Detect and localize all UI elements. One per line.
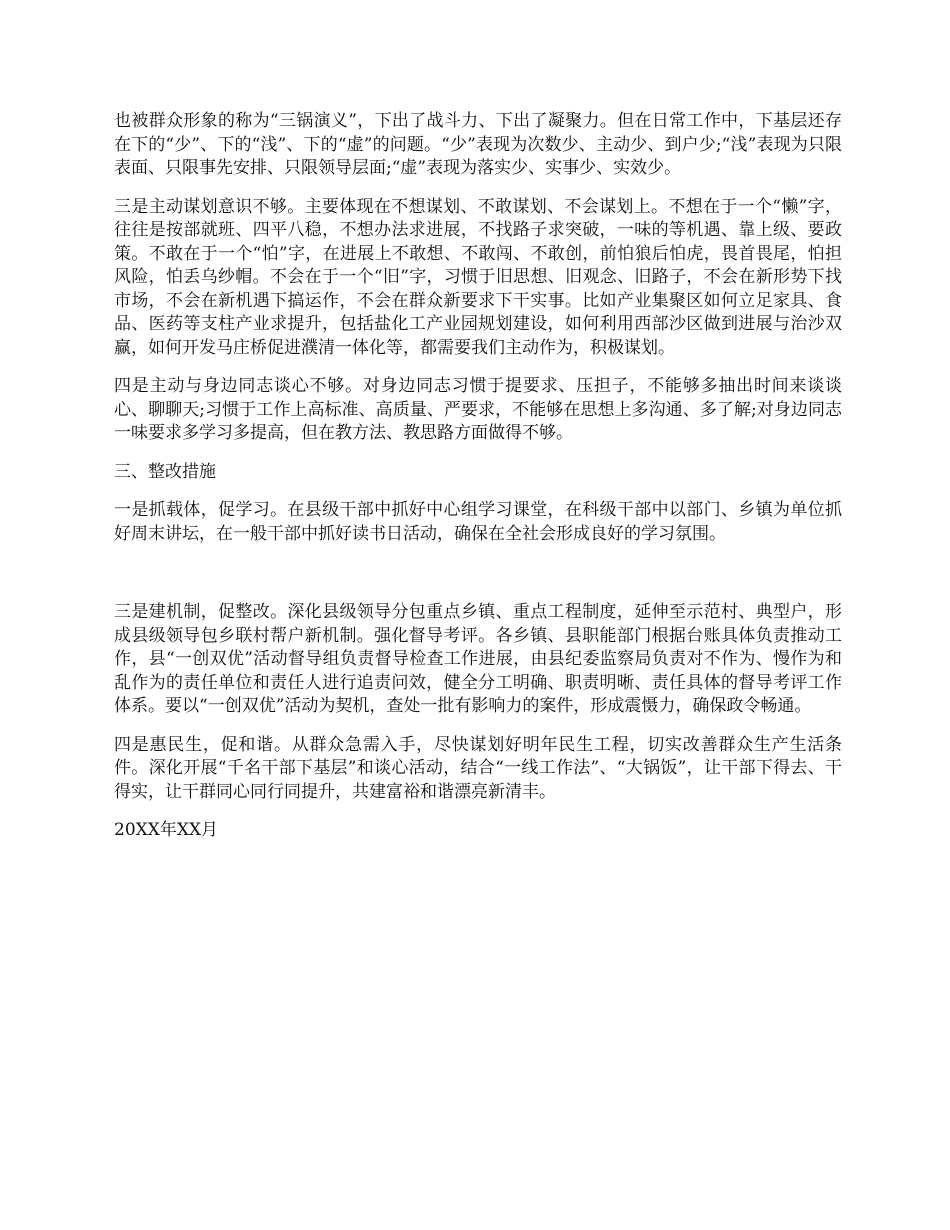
section-heading-rectification: 三、整改措施 [114, 461, 216, 482]
blank-gap [114, 561, 842, 601]
paragraph-heart-to-heart: 四是主动与身边同志谈心不够。对身边同志习惯于提要求、压担子，不能够多抽出时间来谈谈心、聊聊天;习惯于工作上高标准、高质量、严要求，不能够在思想上多沟通、多了解;对身边同志一味要求多学习多提高，但在教方法、教思路方面做得不够。 [114, 376, 843, 443]
paragraph-planning-awareness: 三是主动谋划意识不够。主要体现在不想谋划、不敢谋划、不会谋划上。不想在于一个“懒”字，往往是按部就班、四平八稳，不想办法求进展，不找路子求突破，一味的等机遇、靠上级、要政策。不敢在于一个“怕”字，在进展上不敢想、不敢闯、不敢创，前怕狼后怕虎，畏首畏尾，怕担风险，怕丢乌纱帽。不会在于一个“旧”字，习惯于旧思想、旧观念、旧路子，不会在新形势下找市场，不会在新机遇下搞运作，不会在群众新要求下干实事。比如产业集聚区如何立足家具、食品、医药等支柱产业求提升，包括盐化工产业园规划建设，如何利用西部沙区做到进展与治沙双赢，如何开发马庄桥促进濮清一体化等，都需要我们主动作为，积极谋划。 [114, 196, 842, 358]
paragraph-study-measures: 一是抓载体，促学习。在县级干部中抓好中心组学习课堂，在科级干部中以部门、乡镇为单位抓好周末讲坛，在一般干部中抓好读书日活动，确保在全社会形成良好的学习氛围。 [114, 500, 842, 544]
document-date: 20XX年XX月 [114, 820, 219, 840]
document-body [114, 110, 842, 843]
paragraph-mechanism-measures: 三是建机制，促整改。深化县级领导分包重点乡镇、重点工程制度，延伸至示范村、典型户，形成县级领导包乡联村帮户新机制。强化督导考评。各乡镇、县职能部门根据台账具体负责推动工作，县“一创双优”活动督导组负责督导检查工作进展，由县纪委监察局负责对不作为、慢作为和乱作为的责任单位和责任人进行追责问效，健全分工明确、职责明晰、责任具体的督导考评工作体系。要以“一创双优”活动为契机，查处一批有影响力的案件，形成震慑力，确保政令畅通。 [114, 602, 842, 716]
paragraph-livelihood-measures: 四是惠民生，促和谐。从群众急需入手，尽快谋划好明年民生工程，切实改善群众生产生活条件。深化开展“千名干部下基层”和谈心活动，结合“一线工作法”、“大锅饭”，让干部下得去、干得实，让干群同心同行同提升，共建富裕和谐漂亮新清丰。 [114, 734, 842, 802]
paragraph-grassroots-issues: 也被群众形象的称为“三锅演义”，下出了战斗力、下出了凝聚力。但在日常工作中，下基层还存在下的“少”、下的“浅”、下的“虚”的问题。“少”表现为次数少、主动少、到户少;“浅”表现为只限表面、只限事先安排、只限领导层面;“虚”表现为落实少、实事少、实效少。 [114, 111, 842, 178]
